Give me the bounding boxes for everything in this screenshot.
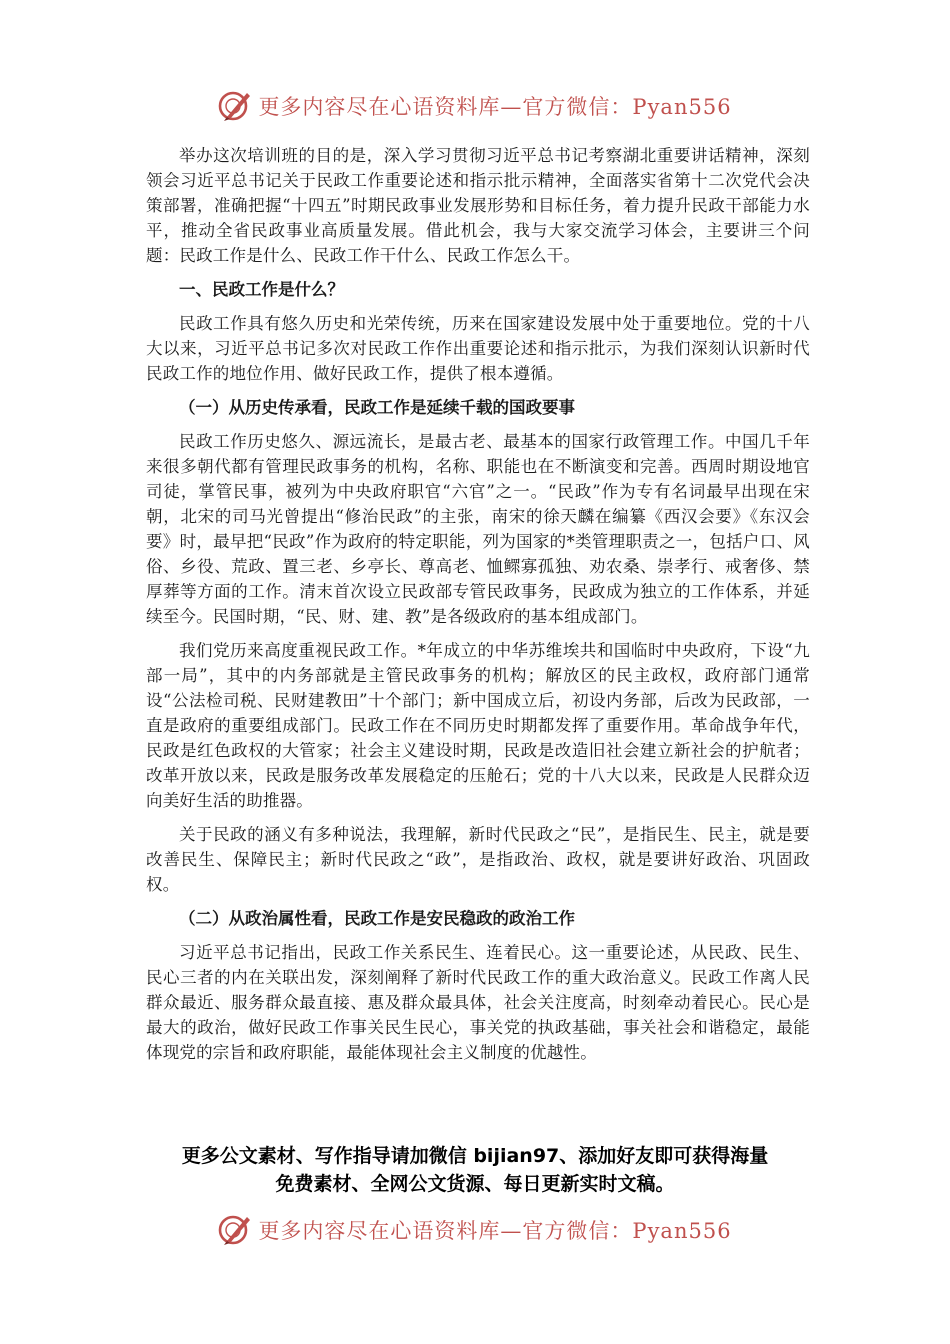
promo-line-1: 更多公文素材、写作指导请加微信 bijian97、添加好友即可获得海量: [181, 1145, 769, 1167]
watermark-text: 更多内容尽在心语资料库—官方微信：Pyan556: [258, 1219, 732, 1243]
watermark-text: 更多内容尽在心语资料库—官方微信：Pyan556: [258, 95, 732, 119]
promo-text: [110, 1142, 840, 1198]
paragraph-politics: 习近平总书记指出，民政工作关系民生、连着民心。这一重要论述，从民政、民生、民心三者的内在关联出发，深刻阐释了新时代民政工作的重大政治意义。民政工作离人民群众最近、服务群众最直接、惠及群众最具体，社会关注度高，时刻牵动着民心。民心是最大的政治，做好民政工作事关民生民心，事关党的执政基础，事关社会和谐稳定，最能体现党的宗旨和政府职能，最能体现社会主义制度的优越性。: [146, 943, 810, 1062]
subsection-heading-history: （一）从历史传承看，民政工作是延续千载的国政要事: [179, 398, 575, 417]
paragraph-overview: 民政工作具有悠久历史和光荣传统，历来在国家建设发展中处于重要地位。党的十八大以来，习近平总书记多次对民政工作作出重要论述和指示批示，为我们深刻认识新时代民政工作的地位作用、做好民政工作，提供了根本遵循。: [146, 314, 810, 383]
pen-logo-icon: [218, 89, 252, 123]
subsection-heading-politics: （二）从政治属性看，民政工作是安民稳政的政治工作: [179, 909, 575, 928]
section-heading-1: 一、民政工作是什么？: [179, 280, 344, 299]
pen-logo-icon: [218, 1213, 252, 1247]
paragraph-party-history: 我们党历来高度重视民政工作。*年成立的中华苏维埃共和国临时中央政府，下设“九部一局”，其中的内务部就是主管民政事务的机构；解放区的民主政权，政府部门通常设“公法检司税、民财建教田”十个部门；新中国成立后，初设内务部，后改为民政部，一直是政府的重要组成部门。民政工作在不同历史时期都发挥了重要作用。革命战争年代，民政是红色政权的大管家；社会主义建设时期，民政是改造旧社会建立新社会的护航者；改革开放以来，民政是服务改革发展稳定的压舱石；党的十八大以来，民政是人民群众迈向美好生活的助推器。: [146, 641, 810, 810]
paragraph-intro: 举办这次培训班的目的是，深入学习贯彻习近平总书记考察湖北重要讲话精神，深刻领会习近平总书记关于民政工作重要论述和指示批示精神，全面落实省第十二次党代会决策部署，准确把握“十四五”时期民政事业发展形势和目标任务，着力提升民政干部能力水平，推动全省民政事业高质量发展。借此机会，我与大家交流学习体会，主要讲三个问题：民政工作是什么、民政工作干什么、民政工作怎么干。: [146, 146, 810, 265]
document-body: [146, 143, 810, 1088]
promo-line-2: 免费素材、全网公文货源、每日更新实时文稿。: [275, 1173, 675, 1195]
paragraph-history: 民政工作历史悠久、源远流长，是最古老、最基本的国家行政管理工作。中国几千年来很多朝代都有管理民政事务的机构，名称、职能也在不断演变和完善。西周时期设地官司徒，掌管民事，被列为中央政府职官“六官”之一。“民政”作为专有名词最早出现在宋朝，北宋的司马光曾提出“修治民政”的主张，南宋的徐天麟在编纂《西汉会要》《东汉会要》时，最早把“民政”作为政府的特定职能，列为国家的*类管理职责之一，包括户口、风俗、乡役、荒政、置三老、乡亭长、尊高老、恤鳏寡孤独、劝农桑、崇孝行、戒奢侈、禁厚葬等方面的工作。清末首次设立民政部专管民政事务，民政成为独立的工作体系，并延续至今。民国时期，“民、财、建、教”是各级政府的基本组成部门。: [146, 432, 810, 626]
header-watermark: [0, 88, 950, 124]
footer-watermark: [0, 1212, 950, 1248]
paragraph-meaning: 关于民政的涵义有多种说法，我理解，新时代民政之“民”，是指民生、民主，就是要改善民生、保障民主；新时代民政之“政”，是指政治、政权，就是要讲好政治、巩固政权。: [146, 825, 810, 894]
